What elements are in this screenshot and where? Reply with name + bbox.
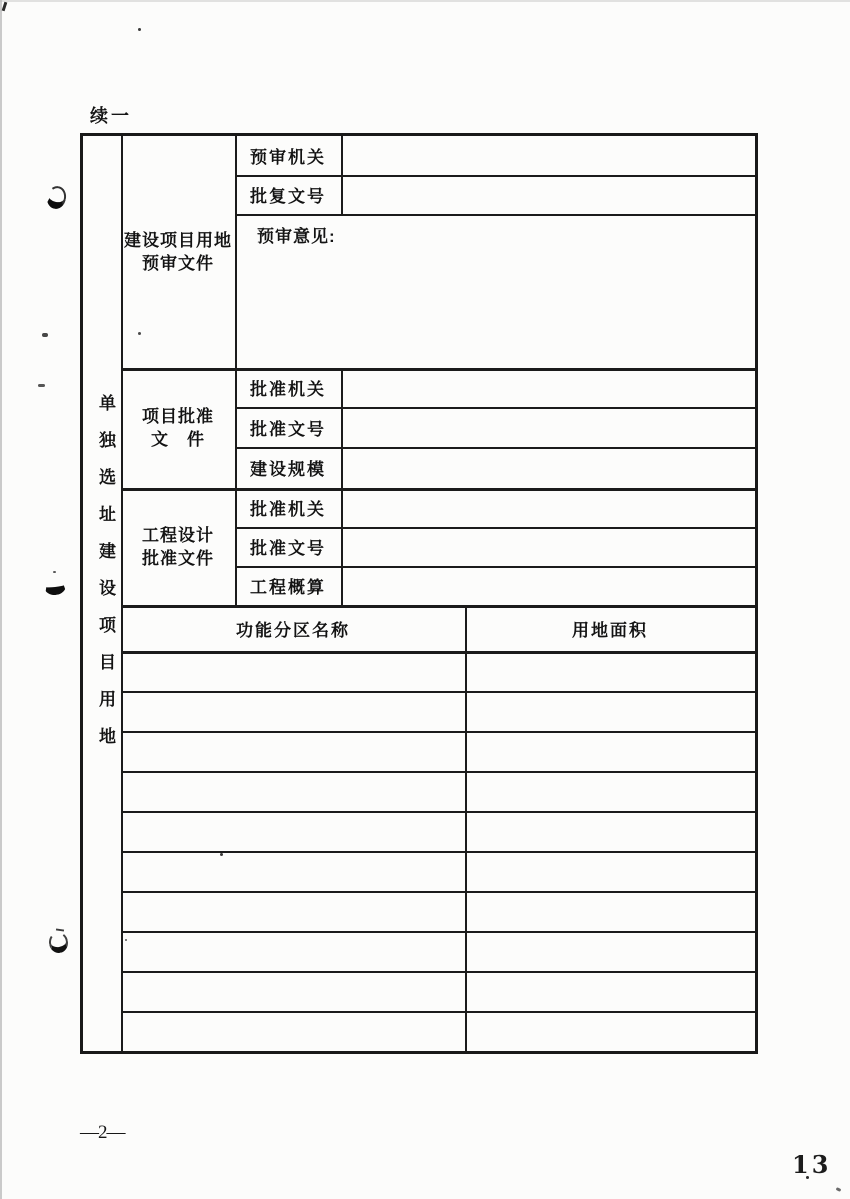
zone-name-cell	[121, 893, 465, 933]
field-value-cell	[341, 527, 755, 566]
scan-artifact-mark	[836, 1187, 842, 1192]
zone-area-cell	[465, 933, 755, 973]
zone-area-cell	[465, 693, 755, 733]
scan-artifact-dot	[53, 571, 56, 573]
field-label-approval-doc-number-1: 批准文号	[250, 419, 326, 439]
zone-row	[121, 651, 755, 691]
zone-name-cell	[121, 773, 465, 813]
zone-area-cell	[465, 853, 755, 893]
scan-artifact-mark	[2, 2, 8, 11]
zone-area-cell	[465, 1013, 755, 1053]
field-value-cell	[341, 136, 755, 175]
zone-name-header: 功能分区名称	[236, 620, 350, 640]
zone-row	[121, 851, 755, 893]
field-label-construction-scale: 建设规模	[250, 460, 326, 479]
zone-area-cell	[465, 733, 755, 773]
zone-row	[121, 931, 755, 973]
field-value-cell	[341, 368, 755, 407]
zone-row	[121, 1011, 755, 1053]
zone-row	[121, 971, 755, 1013]
group-label-pre-review-documents	[121, 136, 235, 368]
zone-row	[121, 811, 755, 853]
scan-edge-shadow-left	[0, 0, 2, 1199]
group-label-line: 预审文件	[142, 254, 214, 273]
zone-name-cell	[121, 853, 465, 893]
group-label-line: 文 件	[151, 430, 205, 449]
zone-area-cell	[465, 973, 755, 1013]
opinion-cell	[235, 214, 755, 368]
continuation-label: 续一	[90, 106, 132, 126]
field-value-cell	[341, 175, 755, 214]
field-value-cell	[341, 447, 755, 488]
field-label-approval-authority-2: 批准机关	[250, 500, 326, 519]
zone-area-header: 用地面积	[572, 620, 648, 640]
group-label-line: 项目批准	[142, 407, 214, 426]
page-number: —2—	[80, 1122, 125, 1143]
group-label-project-approval-documents	[121, 368, 235, 488]
zone-name-cell	[121, 813, 465, 853]
field-value-cell	[341, 407, 755, 447]
scan-artifact-dot	[138, 28, 141, 31]
group-label-line: 建设项目用地	[124, 231, 232, 250]
zone-area-cell	[465, 893, 755, 933]
zone-row	[121, 891, 755, 933]
zone-name-cell	[121, 933, 465, 973]
field-label-approval-doc-number-2: 批准文号	[250, 539, 326, 558]
zone-name-cell	[121, 973, 465, 1013]
binder-hole-mark	[45, 184, 68, 210]
field-label-reply-doc-number: 批复文号	[250, 187, 326, 206]
zone-area-cell	[465, 813, 755, 853]
field-label-pre-review-authority: 预审机关	[250, 148, 326, 167]
zone-row	[121, 731, 755, 773]
scan-edge-shadow-top	[0, 0, 850, 2]
zone-area-cell	[465, 651, 755, 691]
field-value-cell	[341, 488, 755, 527]
zone-row	[121, 771, 755, 813]
scan-artifact-speck	[38, 384, 45, 387]
group-label-line: 工程设计	[142, 525, 214, 545]
group-label-line: 批准文件	[142, 548, 214, 568]
binder-hole-mark	[43, 576, 67, 596]
scan-artifact-speck	[42, 333, 48, 337]
zone-name-cell	[121, 651, 465, 691]
zone-name-cell	[121, 733, 465, 773]
field-value-cell	[341, 566, 755, 605]
zone-area-cell	[465, 773, 755, 813]
vertical-section-header: 单独选址建设项目用地	[96, 394, 115, 764]
zone-row	[121, 691, 755, 733]
group-label-design-approval-documents	[121, 488, 235, 605]
opinion-label: 预审意见:	[257, 227, 336, 246]
zone-name-cell	[121, 693, 465, 733]
field-label-approval-authority-1: 批准机关	[250, 380, 326, 399]
field-label-project-budget: 工程概算	[250, 578, 326, 597]
binder-hole-mark	[48, 931, 70, 954]
land-use-form-table	[80, 133, 758, 1054]
zone-name-cell	[121, 1013, 465, 1053]
corner-stamp-number: 13	[792, 1150, 832, 1179]
